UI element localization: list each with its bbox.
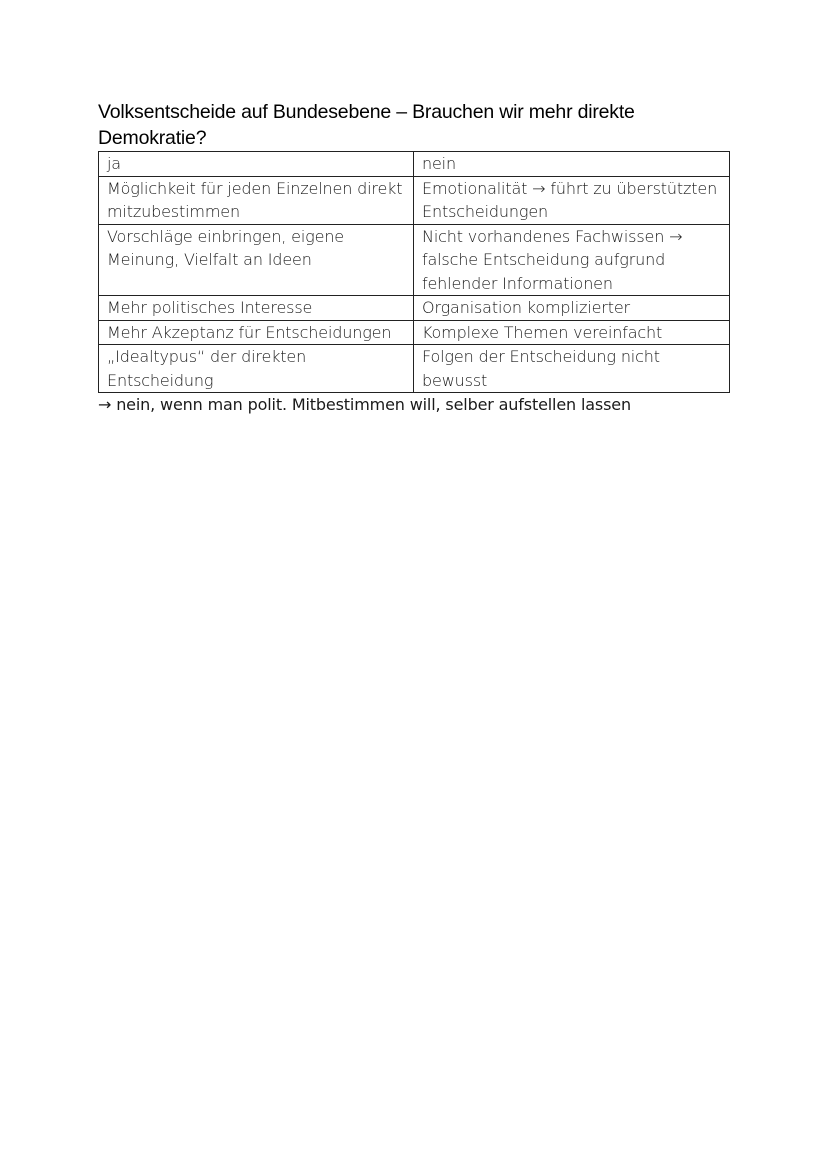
pros-cons-table: [98, 151, 730, 393]
table-header-row: [99, 152, 730, 177]
table-cell-ja: Möglichkeit für jeden Einzelnen direkt mitzubestimmen: [99, 176, 414, 224]
column-header-nein: nein: [414, 152, 730, 177]
document-title: Volksentscheide auf Bundesebene – Brauchen wir mehr direkte Demokratie?: [98, 101, 635, 149]
table-cell-ja: „Idealtypus“ der direkten Entscheidung: [99, 345, 414, 393]
table-cell-ja: Mehr politisches Interesse: [99, 296, 414, 321]
table-cell-ja: Vorschläge einbringen, eigene Meinung, Vielfalt an Ideen: [99, 224, 414, 296]
conclusion-text: → nein, wenn man polit. Mitbestimmen will, selber aufstellen lassen: [98, 395, 631, 414]
table-row: [99, 320, 730, 345]
table-cell-nein: Organisation komplizierter: [414, 296, 730, 321]
table-cell-nein: Nicht vorhandenes Fachwissen → falsche Entscheidung aufgrund fehlender Informationen: [414, 224, 730, 296]
column-header-ja: ja: [99, 152, 414, 177]
table-cell-ja: Mehr Akzeptanz für Entscheidungen: [99, 320, 414, 345]
table-cell-nein: Folgen der Entscheidung nicht bewusst: [414, 345, 730, 393]
table-cell-nein: Komplexe Themen vereinfacht: [414, 320, 730, 345]
table-cell-nein: Emotionalität → führt zu überstützten Entscheidungen: [414, 176, 730, 224]
table-row: [99, 224, 730, 296]
table-row: [99, 176, 730, 224]
table-row: [99, 296, 730, 321]
table-row: [99, 345, 730, 393]
document-page: [98, 99, 730, 417]
